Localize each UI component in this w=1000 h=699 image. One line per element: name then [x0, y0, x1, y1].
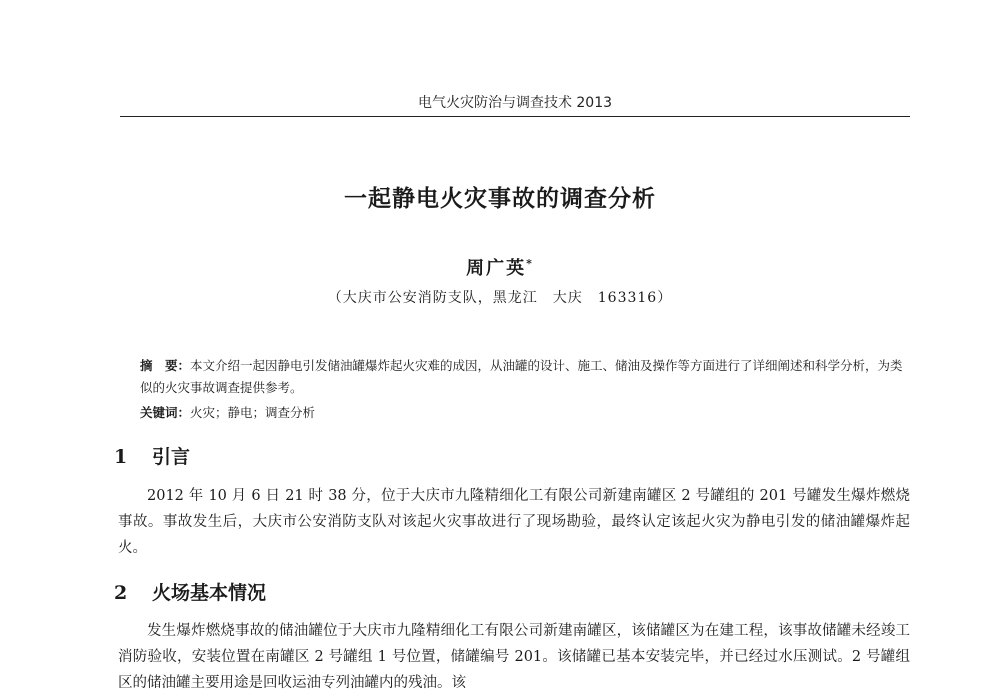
keywords-label: 关键词： [140, 405, 191, 420]
section-body-fire-scene [118, 618, 910, 696]
keywords-text: 火灾；静电；调查分析 [190, 405, 316, 420]
section-title: 引言 [152, 446, 191, 468]
abstract [140, 355, 910, 399]
section-number: 1 [114, 446, 128, 468]
section-heading-introduction [114, 442, 190, 469]
header-rule [120, 116, 910, 117]
paragraph: 发生爆炸燃烧事故的储油罐位于大庆市九隆精细化工有限公司新建南罐区，该储罐区为在建工程，该事故储罐未经竣工消防验收，安装位置在南罐区 2 号罐组 1 号位置，储罐编号 201。该储罐已基本安装完毕，并已经过水压测试。2 号罐组区的储油罐主要用途是回收运油专列油罐内的残油。该 [118, 623, 910, 691]
affiliation: （大庆市公安消防支队，黑龙江 大庆 163316） [327, 290, 673, 306]
author-footnote-mark: * [526, 257, 534, 270]
paragraph: 2012 年 10 月 6 日 21 时 38 分，位于大庆市九隆精细化工有限公司新建南罐区 2 号罐组的 201 号罐发生爆炸燃烧事故。事故发生后，大庆市公安消防支队对该起火灾事故进行了现场勘验，最终认定该起火灾为静电引发的储油罐爆炸起火。 [118, 488, 910, 556]
author-name: 周广英 [466, 258, 527, 279]
keywords [140, 403, 910, 421]
section-heading-fire-scene [114, 578, 266, 605]
abstract-label: 摘 要： [140, 358, 191, 373]
section-title: 火场基本情况 [152, 582, 267, 604]
abstract-text: 本文介绍一起因静电引发储油罐爆炸起火灾难的成因，从油罐的设计、施工、储油及操作等方面进行了详细阐述和科学分析，为类似的火灾事故调查提供参考。 [140, 358, 903, 395]
section-body-introduction [118, 483, 910, 561]
running-header: 电气火灾防治与调查技术 2013 [417, 95, 613, 111]
author-line [0, 254, 1000, 280]
section-number: 2 [114, 582, 128, 604]
paper-title: 一起静电火灾事故的调查分析 [344, 186, 656, 212]
